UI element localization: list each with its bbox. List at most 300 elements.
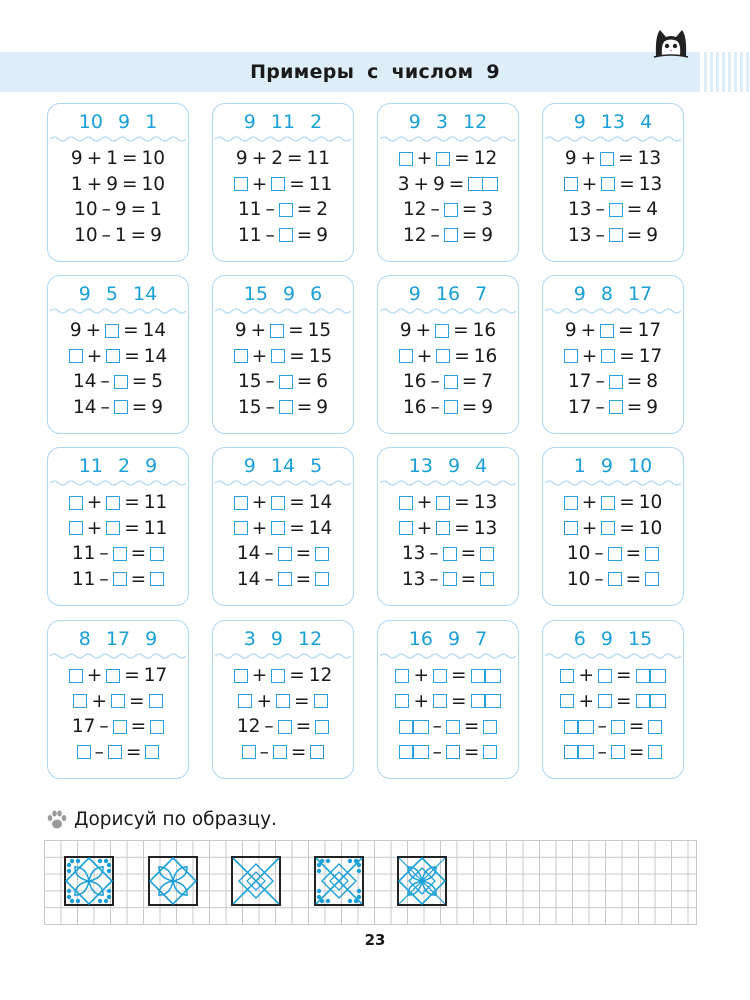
- equation: [48, 567, 188, 593]
- equation-number: 10: [74, 224, 98, 246]
- answer-box[interactable]: [278, 547, 292, 561]
- answer-box[interactable]: [443, 547, 457, 561]
- equation-list: [378, 318, 518, 420]
- answer-box[interactable]: [609, 375, 623, 389]
- answer-box[interactable]: [279, 375, 293, 389]
- equation-operator: –: [429, 568, 439, 590]
- answer-box[interactable]: [279, 203, 293, 217]
- equation: [48, 318, 188, 344]
- answer-box-double[interactable]: [468, 177, 498, 191]
- equation: [213, 689, 353, 715]
- equation-number: 17: [71, 716, 96, 737]
- card-header: [213, 621, 353, 659]
- equation-number: 1: [150, 199, 162, 220]
- equation-operator: =: [454, 492, 470, 513]
- answer-box[interactable]: [436, 152, 450, 166]
- equation-operator: =: [461, 224, 478, 246]
- answer-box[interactable]: [234, 349, 248, 363]
- equation-number: 14: [72, 396, 97, 418]
- answer-box[interactable]: [105, 324, 119, 338]
- answer-box[interactable]: [69, 521, 83, 535]
- equation: [48, 146, 188, 172]
- answer-box[interactable]: [444, 400, 458, 414]
- equation: [543, 689, 683, 715]
- equation-operator: –: [101, 224, 111, 246]
- equation: [48, 344, 188, 370]
- answer-box[interactable]: [601, 177, 615, 191]
- equation-operator: +: [413, 173, 429, 195]
- answer-box[interactable]: [560, 669, 574, 683]
- equation-operator: =: [618, 148, 634, 169]
- answer-box[interactable]: [399, 521, 413, 535]
- answer-box[interactable]: [564, 177, 578, 191]
- equation-number: 9: [235, 148, 248, 169]
- pattern-petal: [148, 856, 198, 906]
- answer-box[interactable]: [564, 521, 578, 535]
- answer-box[interactable]: [242, 745, 256, 759]
- answer-box[interactable]: [278, 720, 292, 734]
- equation-operator: =: [287, 148, 303, 169]
- answer-box[interactable]: [271, 177, 285, 191]
- equation: [378, 369, 518, 395]
- equation: [48, 369, 188, 395]
- equation: [378, 395, 518, 421]
- answer-box-double[interactable]: [564, 745, 594, 759]
- equation-number: 6: [316, 371, 329, 392]
- card-numbers: 9 5 14: [78, 283, 158, 305]
- answer-box[interactable]: [279, 400, 293, 414]
- card-header: [543, 621, 683, 659]
- equation: [48, 516, 188, 542]
- equation-number: 3: [481, 199, 494, 220]
- equation-list: [378, 490, 518, 592]
- equation-operator: =: [294, 690, 310, 712]
- equation: [48, 172, 188, 198]
- equation-number: 10: [74, 199, 98, 220]
- equation-operator: +: [91, 690, 107, 712]
- answer-box[interactable]: [560, 694, 574, 708]
- answer-box[interactable]: [271, 496, 285, 510]
- answer-box[interactable]: [150, 572, 164, 586]
- answer-box[interactable]: [609, 228, 623, 242]
- answer-box[interactable]: [600, 324, 614, 338]
- equation-operator: +: [251, 492, 268, 513]
- equation: [378, 740, 518, 766]
- equation: [378, 689, 518, 715]
- equation-number: 11: [71, 543, 96, 564]
- equation-operator: =: [448, 173, 465, 195]
- wave-divider: [50, 134, 186, 144]
- answer-box[interactable]: [601, 496, 615, 510]
- equation-number: 17: [567, 396, 592, 418]
- page-number: 23: [364, 931, 386, 949]
- equation-operator: –: [430, 199, 440, 220]
- answer-box[interactable]: [436, 521, 450, 535]
- answer-box[interactable]: [444, 375, 458, 389]
- equation-number: 4: [646, 199, 659, 220]
- equation-operator: +: [251, 517, 268, 539]
- answer-box[interactable]: [113, 720, 127, 734]
- answer-box[interactable]: [446, 745, 460, 759]
- equation-number: 9: [433, 173, 445, 195]
- answer-box[interactable]: [278, 572, 292, 586]
- answer-box[interactable]: [270, 324, 284, 338]
- equation-number: 14: [236, 568, 261, 590]
- answer-box[interactable]: [238, 694, 252, 708]
- equation-operator: –: [597, 716, 607, 737]
- equation-list: [378, 146, 518, 248]
- equation-list: [48, 663, 188, 765]
- equation-operator: =: [619, 517, 635, 539]
- answer-box[interactable]: [435, 324, 449, 338]
- equation: [543, 369, 683, 395]
- answer-box[interactable]: [315, 572, 329, 586]
- equation: [48, 740, 188, 766]
- equation: [543, 663, 683, 689]
- equation: [48, 395, 188, 421]
- equation-operator: =: [454, 148, 470, 169]
- answer-box[interactable]: [444, 203, 458, 217]
- example-card: [212, 275, 354, 434]
- answer-box[interactable]: [276, 694, 290, 708]
- answer-box[interactable]: [480, 572, 494, 586]
- equation-number: 2: [271, 148, 283, 169]
- equation: [213, 369, 353, 395]
- answer-box[interactable]: [114, 375, 128, 389]
- wave-divider: [380, 651, 516, 661]
- equation-operator: –: [101, 199, 111, 220]
- answer-box[interactable]: [106, 521, 120, 535]
- wave-divider: [50, 478, 186, 488]
- equation-operator: +: [251, 173, 268, 195]
- example-card: [542, 447, 684, 606]
- answer-box[interactable]: [314, 694, 328, 708]
- equation-operator: +: [251, 148, 268, 169]
- equation: [48, 197, 188, 223]
- answer-box[interactable]: [645, 572, 659, 586]
- equation-operator: +: [251, 665, 268, 686]
- equation-operator: =: [626, 199, 643, 220]
- card-numbers: 10 9 1: [78, 111, 158, 133]
- equation-number: 14: [236, 543, 261, 564]
- equation-operator: +: [580, 148, 597, 169]
- answer-box[interactable]: [234, 521, 248, 535]
- answer-box[interactable]: [443, 572, 457, 586]
- equation-operator: +: [413, 665, 429, 686]
- equation-operator: =: [131, 371, 148, 392]
- equation: [213, 223, 353, 249]
- answer-box[interactable]: [395, 694, 409, 708]
- wave-divider: [215, 651, 351, 661]
- answer-box[interactable]: [564, 349, 578, 363]
- answer-box[interactable]: [69, 496, 83, 510]
- answer-box[interactable]: [436, 496, 450, 510]
- answer-box[interactable]: [601, 349, 615, 363]
- answer-box-double[interactable]: [399, 745, 429, 759]
- answer-box[interactable]: [271, 349, 285, 363]
- equation-operator: –: [264, 716, 274, 737]
- card-numbers: 15 9 6: [243, 283, 323, 305]
- equation-number: 9: [399, 320, 412, 341]
- answer-box[interactable]: [234, 669, 248, 683]
- equation-number: 16: [402, 371, 427, 392]
- equation-number: 9: [234, 320, 247, 341]
- pattern-cross-dots: [314, 856, 364, 906]
- example-card: [47, 620, 189, 779]
- equation-operator: =: [130, 199, 147, 220]
- answer-box[interactable]: [446, 720, 460, 734]
- answer-box[interactable]: [483, 720, 497, 734]
- answer-box-double[interactable]: [636, 669, 666, 683]
- equation-operator: =: [124, 345, 140, 367]
- equation: [213, 344, 353, 370]
- equation-operator: –: [595, 371, 605, 392]
- equation-number: 12: [308, 665, 333, 686]
- answer-box[interactable]: [113, 572, 127, 586]
- answer-box[interactable]: [483, 745, 497, 759]
- wave-divider: [380, 134, 516, 144]
- answer-box[interactable]: [608, 572, 622, 586]
- equation-operator: +: [413, 690, 429, 712]
- equation-operator: =: [295, 716, 312, 737]
- wave-divider: [545, 478, 681, 488]
- wave-divider: [545, 134, 681, 144]
- equation-operator: =: [619, 345, 635, 367]
- equation-number: 14: [72, 371, 97, 392]
- answer-box[interactable]: [433, 694, 447, 708]
- answer-box[interactable]: [271, 669, 285, 683]
- equation-operator: +: [578, 690, 594, 712]
- answer-box-double[interactable]: [399, 720, 429, 734]
- equation-number: 13: [567, 224, 592, 246]
- equation-operator: +: [416, 148, 433, 169]
- equation-number: 13: [473, 492, 498, 513]
- equation: [213, 395, 353, 421]
- answer-box-double[interactable]: [636, 694, 666, 708]
- answer-box[interactable]: [69, 669, 83, 683]
- answer-box[interactable]: [106, 496, 120, 510]
- equation: [48, 714, 188, 740]
- card-header: [378, 621, 518, 659]
- equation-operator: +: [581, 345, 598, 367]
- equation-operator: =: [288, 320, 304, 341]
- equation: [48, 490, 188, 516]
- equation-operator: –: [264, 543, 274, 564]
- equation: [543, 344, 683, 370]
- card-numbers: 9 13 4: [573, 111, 653, 133]
- equation: [543, 740, 683, 766]
- equation-operator: =: [460, 543, 477, 564]
- card-numbers: 9 3 12: [408, 111, 488, 133]
- equation: [543, 172, 683, 198]
- equation-operator: +: [580, 320, 597, 341]
- equation-number: 10: [638, 517, 663, 539]
- answer-box[interactable]: [279, 228, 293, 242]
- answer-box[interactable]: [444, 228, 458, 242]
- equation-operator: +: [256, 690, 272, 712]
- answer-box[interactable]: [149, 694, 163, 708]
- example-card: [47, 103, 189, 262]
- equation-number: 11: [143, 517, 168, 539]
- answer-box[interactable]: [648, 720, 662, 734]
- equation-operator: =: [628, 716, 645, 737]
- equation-number: 9: [481, 396, 494, 418]
- equation: [213, 146, 353, 172]
- equation-operator: =: [125, 741, 142, 763]
- answer-box[interactable]: [399, 496, 413, 510]
- answer-box[interactable]: [598, 694, 612, 708]
- answer-box[interactable]: [234, 177, 248, 191]
- equation: [543, 223, 683, 249]
- answer-box[interactable]: [234, 496, 248, 510]
- page-title: Примеры с числом 9: [250, 61, 500, 83]
- equation-operator: =: [295, 543, 312, 564]
- answer-box[interactable]: [145, 745, 159, 759]
- answer-box[interactable]: [645, 547, 659, 561]
- equation-operator: =: [122, 173, 138, 195]
- equation-operator: –: [265, 199, 275, 220]
- equation-operator: =: [124, 492, 140, 513]
- equation: [213, 714, 353, 740]
- equation-list: [543, 663, 683, 765]
- answer-box[interactable]: [113, 547, 127, 561]
- answer-box[interactable]: [106, 669, 120, 683]
- equation-number: 12: [236, 716, 261, 737]
- drawing-grid[interactable]: [44, 840, 697, 925]
- answer-box[interactable]: [395, 669, 409, 683]
- answer-box[interactable]: [609, 203, 623, 217]
- answer-box[interactable]: [611, 745, 625, 759]
- answer-box-double[interactable]: [471, 694, 501, 708]
- equation-number: 9: [646, 396, 659, 418]
- equation-operator: –: [595, 199, 605, 220]
- equation: [378, 567, 518, 593]
- equation-number: 16: [472, 320, 497, 341]
- equation-operator: –: [597, 741, 607, 763]
- answer-box[interactable]: [436, 349, 450, 363]
- answer-box[interactable]: [315, 720, 329, 734]
- equation-number: 3: [397, 173, 410, 195]
- answer-box[interactable]: [601, 521, 615, 535]
- equation-number: 13: [401, 568, 426, 590]
- equation-number: 1: [70, 173, 83, 195]
- answer-box[interactable]: [77, 745, 91, 759]
- wave-divider: [545, 306, 681, 316]
- equation: [543, 714, 683, 740]
- equation-number: 17: [567, 371, 592, 392]
- equation-number: 2: [316, 199, 329, 220]
- equation-number: 13: [567, 199, 592, 220]
- equation-operator: =: [463, 741, 480, 763]
- equation-operator: –: [100, 396, 110, 418]
- equation-operator: =: [289, 173, 305, 195]
- equation-operator: +: [86, 148, 103, 169]
- card-numbers: 9 11 2: [243, 111, 323, 133]
- answer-box[interactable]: [399, 349, 413, 363]
- answer-box[interactable]: [399, 152, 413, 166]
- equation-operator: –: [259, 741, 269, 763]
- answer-box-double[interactable]: [471, 669, 501, 683]
- answer-box[interactable]: [73, 694, 87, 708]
- equation-operator: =: [451, 690, 467, 712]
- answer-box[interactable]: [608, 547, 622, 561]
- answer-box[interactable]: [480, 547, 494, 561]
- equation: [378, 318, 518, 344]
- equation-operator: –: [430, 224, 440, 246]
- answer-box-double[interactable]: [564, 720, 594, 734]
- answer-box[interactable]: [114, 400, 128, 414]
- answer-box[interactable]: [310, 745, 324, 759]
- answer-box[interactable]: [69, 349, 83, 363]
- answer-box[interactable]: [564, 496, 578, 510]
- equation-operator: –: [595, 224, 605, 246]
- equation-operator: =: [296, 224, 313, 246]
- equation: [213, 490, 353, 516]
- card-numbers: 11 2 9: [78, 455, 158, 477]
- equation: [378, 516, 518, 542]
- equation: [213, 740, 353, 766]
- equation-operator: =: [454, 345, 470, 367]
- equation: [48, 223, 188, 249]
- answer-box[interactable]: [648, 745, 662, 759]
- answer-box[interactable]: [108, 745, 122, 759]
- equation-operator: =: [619, 492, 635, 513]
- equation-number: 17: [143, 665, 168, 686]
- answer-box[interactable]: [150, 720, 164, 734]
- answer-box[interactable]: [273, 745, 287, 759]
- equation: [213, 172, 353, 198]
- equation-operator: +: [251, 345, 268, 367]
- answer-box[interactable]: [600, 152, 614, 166]
- answer-box[interactable]: [271, 521, 285, 535]
- equation-list: [213, 663, 353, 765]
- equation-operator: –: [265, 371, 275, 392]
- equation-operator: =: [131, 396, 148, 418]
- example-card: [47, 275, 189, 434]
- equation: [378, 714, 518, 740]
- equation-operator: =: [461, 371, 478, 392]
- equation-number: 14: [308, 517, 333, 539]
- card-header: [378, 104, 518, 142]
- equation-number: 14: [142, 320, 167, 341]
- card-numbers: 1 9 10: [573, 455, 653, 477]
- answer-box[interactable]: [315, 547, 329, 561]
- equation-list: [543, 490, 683, 592]
- equation: [378, 490, 518, 516]
- answer-box[interactable]: [611, 720, 625, 734]
- equation-number: 10: [141, 173, 166, 195]
- equation-operator: –: [100, 371, 110, 392]
- equation-operator: =: [463, 716, 480, 737]
- equation-operator: =: [124, 517, 140, 539]
- equation: [378, 197, 518, 223]
- card-numbers: 13 9 4: [408, 455, 488, 477]
- answer-box[interactable]: [433, 669, 447, 683]
- answer-box[interactable]: [598, 669, 612, 683]
- equation-list: [48, 146, 188, 248]
- equation: [378, 172, 518, 198]
- answer-box[interactable]: [150, 547, 164, 561]
- equation-operator: +: [86, 492, 103, 513]
- equation-number: 13: [473, 517, 498, 539]
- answer-box[interactable]: [106, 349, 120, 363]
- equation: [378, 541, 518, 567]
- equation: [543, 541, 683, 567]
- answer-box[interactable]: [111, 694, 125, 708]
- equation-operator: –: [99, 543, 109, 564]
- task-instruction: Дорисуй по образцу.: [74, 809, 277, 830]
- answer-box[interactable]: [609, 400, 623, 414]
